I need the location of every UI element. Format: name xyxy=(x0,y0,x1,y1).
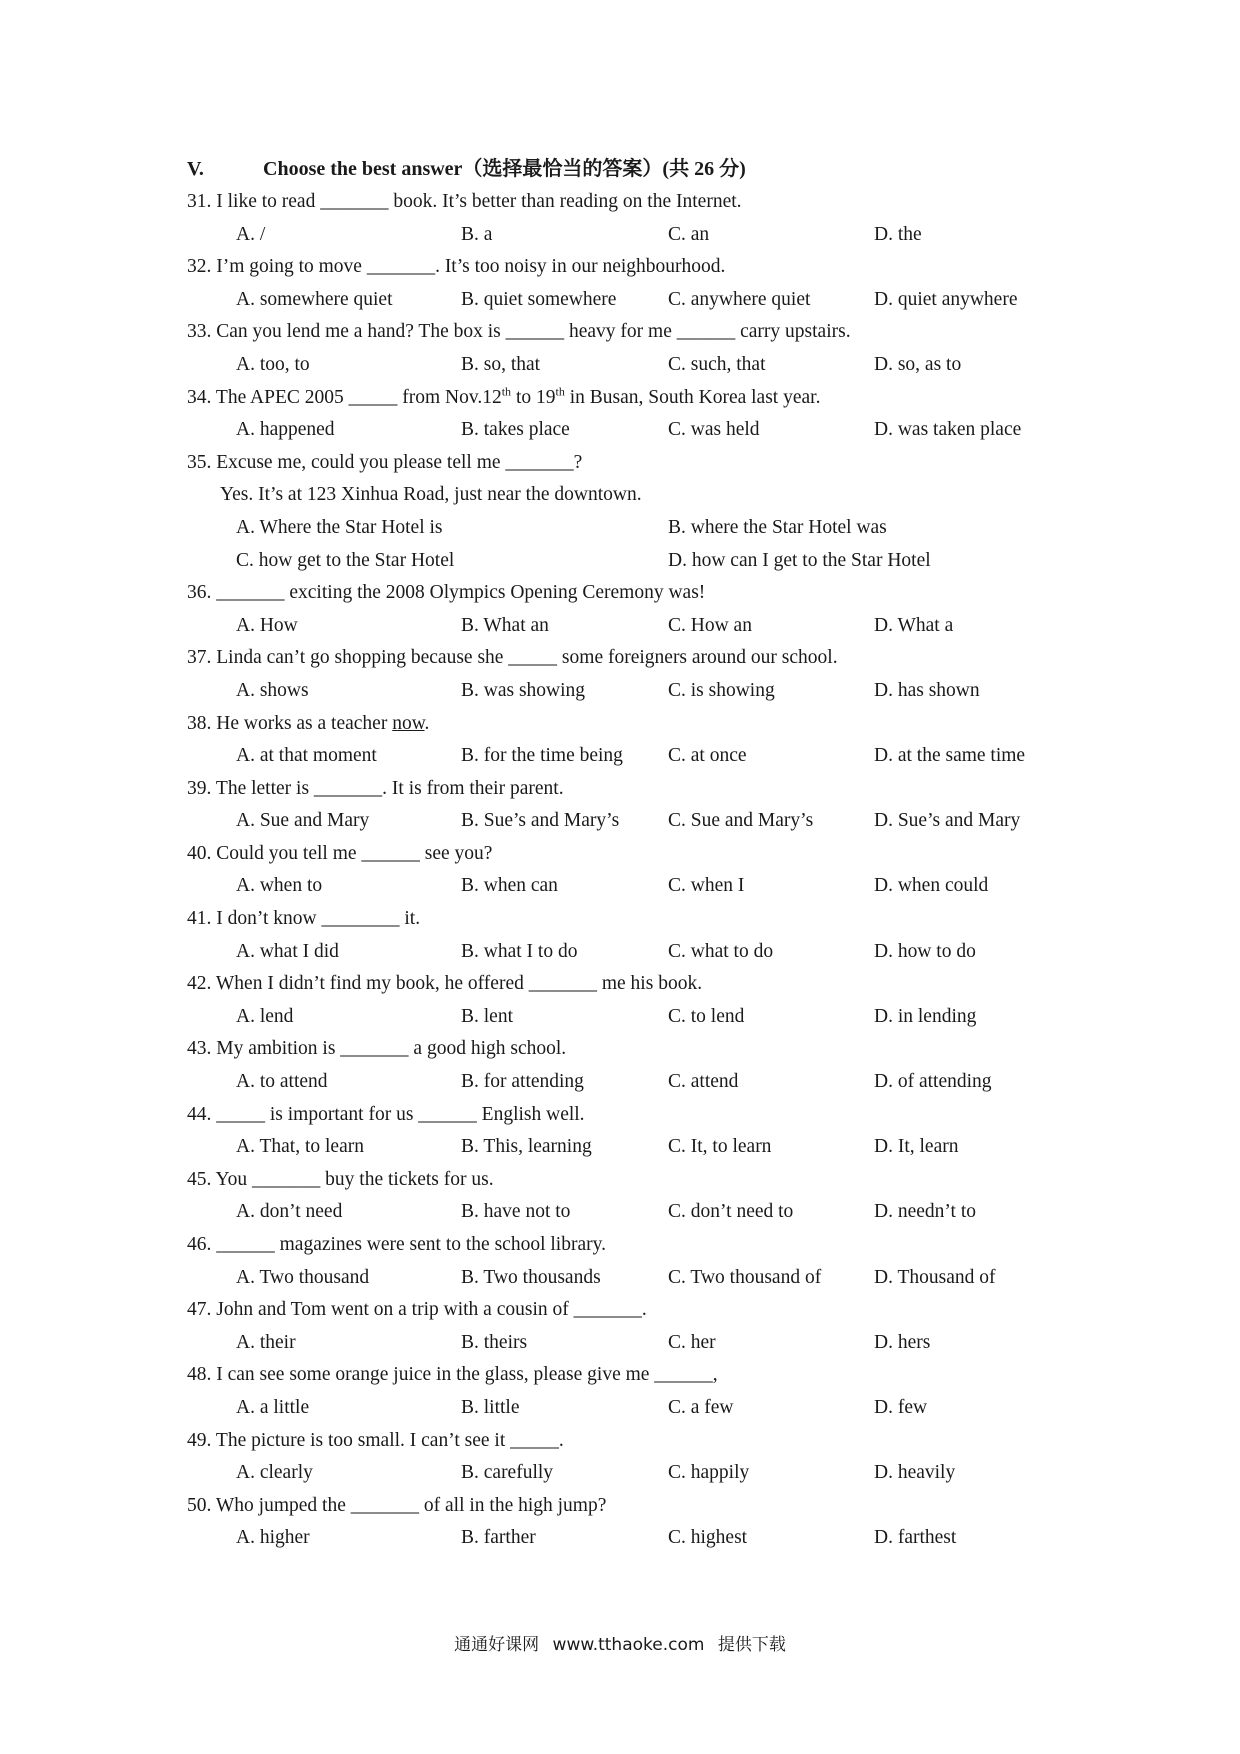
answer-option: D. the xyxy=(874,223,922,245)
answer-option: A. How xyxy=(236,614,298,636)
answer-option: D. when could xyxy=(874,875,989,897)
question-text: When I didn’t find my book, he offered _______ me his book. xyxy=(215,973,703,995)
question-number: 41. xyxy=(187,908,217,930)
question-number: 45. xyxy=(187,1168,216,1190)
answer-option: A. somewhere quiet xyxy=(236,288,393,310)
question-stem xyxy=(187,382,1087,415)
answer-option: A. their xyxy=(236,1331,296,1353)
question-number: 46. xyxy=(187,1234,217,1255)
answer-option: B. have not to xyxy=(461,1201,571,1223)
question-stem xyxy=(187,1229,1087,1262)
answer-option: A. Two thousand xyxy=(236,1266,370,1288)
answer-option: A. higher xyxy=(236,1527,310,1549)
options-row xyxy=(187,512,1087,545)
answer-option: D. heavily xyxy=(874,1462,956,1484)
question-stem xyxy=(187,1359,1087,1392)
question-number: 43. xyxy=(187,1038,217,1060)
answer-option: A. at that moment xyxy=(236,745,377,767)
question-text: _______ exciting the 2008 Olympics Opening Ceremony was! xyxy=(216,582,706,604)
options-row xyxy=(187,1001,1087,1034)
answer-option: D. It, learn xyxy=(874,1136,959,1158)
question-stem xyxy=(187,1099,1087,1132)
question-stem xyxy=(187,316,1087,349)
answer-option: B. a xyxy=(461,223,493,245)
question-text: The letter is _______. It is from their parent. xyxy=(215,777,564,799)
answer-option: A. shows xyxy=(236,679,309,701)
answer-option: C. to lend xyxy=(668,1005,745,1027)
options-row xyxy=(187,349,1087,382)
dialogue-reply: Yes. It’s at 123 Xinhua Road, just near the downtown. xyxy=(220,484,642,506)
answer-option: C. what to do xyxy=(668,940,774,962)
question-text: ______ magazines were sent to the school library. xyxy=(216,1234,606,1255)
answer-option: B. little xyxy=(461,1396,520,1418)
options-row xyxy=(187,545,1087,578)
question-number: 49. xyxy=(187,1429,216,1451)
section-heading xyxy=(187,152,746,180)
question-number: 48. xyxy=(187,1364,217,1386)
question-number: 33. xyxy=(187,321,217,343)
answer-option: B. lent xyxy=(461,1005,513,1027)
question-text: I don’t know ________ it. xyxy=(216,908,421,930)
question-item xyxy=(187,903,1087,968)
question-item xyxy=(187,838,1087,903)
question-item xyxy=(187,447,1087,577)
options-row xyxy=(187,414,1087,447)
answer-option: B. where the Star Hotel was xyxy=(668,516,887,538)
question-item xyxy=(187,1294,1087,1359)
question-stem xyxy=(187,773,1087,806)
question-stem xyxy=(187,968,1087,1001)
answer-option: A. don’t need xyxy=(236,1201,343,1223)
question-stem xyxy=(187,1294,1087,1327)
question-text: Could you tell me ______ see you? xyxy=(216,842,493,864)
answer-option: A. too, to xyxy=(236,353,310,375)
question-item xyxy=(187,1425,1087,1490)
answer-option: C. such, that xyxy=(668,353,766,375)
answer-option: C. is showing xyxy=(668,679,775,701)
answer-option: D. needn’t to xyxy=(874,1201,976,1223)
question-number: 34. xyxy=(187,386,216,408)
options-row xyxy=(187,1392,1087,1425)
footer-url: www.tthaoke.com xyxy=(552,1635,705,1655)
answer-option: B. What an xyxy=(461,614,549,636)
answer-option: D. few xyxy=(874,1396,928,1418)
answer-option: B. carefully xyxy=(461,1462,554,1484)
question-item xyxy=(187,382,1087,447)
answer-option: D. hers xyxy=(874,1331,931,1353)
options-row xyxy=(187,675,1087,708)
page-footer xyxy=(0,1630,1240,1655)
answer-option: A. to attend xyxy=(236,1071,328,1093)
question-text: My ambition is _______ a good high school. xyxy=(216,1038,567,1060)
question-stem xyxy=(187,1425,1087,1458)
options-row xyxy=(187,1522,1087,1555)
question-number: 44. xyxy=(187,1103,217,1125)
options-row xyxy=(187,1066,1087,1099)
question-item xyxy=(187,708,1087,773)
options-row xyxy=(187,1131,1087,1164)
question-stem xyxy=(187,642,1087,675)
question-text: The picture is too small. I can’t see it _____. xyxy=(215,1429,564,1451)
answer-option: A. when to xyxy=(236,875,323,897)
question-text: John and Tom went on a trip with a cousin of _______. xyxy=(216,1299,647,1321)
question-stem xyxy=(187,1164,1087,1197)
answer-option: D. at the same time xyxy=(874,745,1026,767)
answer-option: B. This, learning xyxy=(461,1136,592,1158)
superscript-text: th xyxy=(501,384,512,399)
question-number: 39. xyxy=(187,777,216,799)
answer-option: D. Sue’s and Mary xyxy=(874,810,1021,832)
question-item xyxy=(187,1490,1087,1555)
answer-option: C. happily xyxy=(668,1462,750,1484)
answer-option: D. has shown xyxy=(874,679,980,701)
answer-option: B. theirs xyxy=(461,1331,528,1353)
answer-option: A. lend xyxy=(236,1005,294,1027)
answer-option: A. a little xyxy=(236,1396,310,1418)
answer-option: C. at once xyxy=(668,745,747,767)
question-text: I like to read _______ book. It’s better than reading on the Internet. xyxy=(216,191,742,212)
question-item xyxy=(187,773,1087,838)
section-title: Choose the best answer（选择最恰当的答案）(共 26 分) xyxy=(263,158,746,180)
question-number: 31. xyxy=(187,191,217,212)
question-number: 36. xyxy=(187,582,217,604)
answer-option: A. what I did xyxy=(236,940,339,962)
options-row xyxy=(187,870,1087,903)
question-item xyxy=(187,1033,1087,1098)
footer-site-name: 通通好课网 xyxy=(454,1635,540,1655)
question-text: _____ is important for us ______ English well. xyxy=(216,1103,585,1125)
underlined-word: now xyxy=(392,712,425,734)
question-stem xyxy=(187,838,1087,871)
answer-option: B. when can xyxy=(461,875,558,897)
question-item xyxy=(187,1099,1087,1164)
answer-option: C. Two thousand of xyxy=(668,1266,822,1288)
options-row xyxy=(187,1457,1087,1490)
answer-option: C. attend xyxy=(668,1071,739,1093)
question-item xyxy=(187,1359,1087,1424)
answer-option: A. clearly xyxy=(236,1462,313,1484)
question-stem xyxy=(187,903,1087,936)
answer-option: A. Where the Star Hotel is xyxy=(236,516,443,538)
answer-option: C. How an xyxy=(668,614,752,636)
answer-option: A. / xyxy=(236,223,266,245)
options-row xyxy=(187,1262,1087,1295)
answer-option: C. It, to learn xyxy=(668,1136,772,1158)
answer-option: D. in lending xyxy=(874,1005,977,1027)
section-number: V. xyxy=(187,158,204,180)
question-number: 37. xyxy=(187,647,217,669)
answer-option: B. for attending xyxy=(461,1071,584,1093)
question-text: He works as a teacher xyxy=(216,712,393,734)
answer-option: A. happened xyxy=(236,419,335,441)
answer-option: D. of attending xyxy=(874,1071,992,1093)
superscript-text: th xyxy=(555,384,565,399)
question-stem xyxy=(187,577,1087,610)
question-text: Can you lend me a hand? The box is ______ heavy for me ______ carry upstairs. xyxy=(216,321,851,343)
question-stem xyxy=(187,251,1087,284)
options-row xyxy=(187,740,1087,773)
question-number: 35. xyxy=(187,451,217,473)
answer-option: D. how to do xyxy=(874,940,976,962)
answer-option: C. when I xyxy=(668,875,745,897)
answer-option: D. so, as to xyxy=(874,353,962,375)
question-text: I’m going to move _______. It’s too noisy in our neighbourhood. xyxy=(216,256,726,278)
question-text: You _______ buy the tickets for us. xyxy=(215,1168,494,1190)
answer-option: D. farthest xyxy=(874,1527,957,1549)
answer-option: B. Sue’s and Mary’s xyxy=(461,810,620,832)
options-row xyxy=(187,936,1087,969)
options-row xyxy=(187,1327,1087,1360)
question-stem xyxy=(187,1490,1087,1523)
question-text: Linda can’t go shopping because she _____ some foreigners around our school. xyxy=(216,647,838,669)
question-text: . xyxy=(424,712,430,734)
question-stem xyxy=(187,186,1087,219)
answer-option: D. Thousand of xyxy=(874,1266,996,1288)
answer-option: C. was held xyxy=(668,419,760,441)
question-stem xyxy=(187,708,1087,741)
question-text: The APEC 2005 _____ from Nov.12 xyxy=(215,386,502,408)
answer-option: B. farther xyxy=(461,1527,536,1549)
question-item xyxy=(187,577,1087,642)
answer-option: B. Two thousands xyxy=(461,1266,601,1288)
answer-option: C. Sue and Mary’s xyxy=(668,810,814,832)
question-text: Who jumped the _______ of all in the high jump? xyxy=(215,1494,607,1516)
answer-option: B. was showing xyxy=(461,679,586,701)
question-item xyxy=(187,642,1087,707)
answer-option: B. for the time being xyxy=(461,745,623,767)
answer-option: C. anywhere quiet xyxy=(668,288,811,310)
question-text: to 19 xyxy=(511,386,556,408)
answer-option: B. quiet somewhere xyxy=(461,288,617,310)
options-row xyxy=(187,610,1087,643)
answer-option: C. her xyxy=(668,1331,716,1353)
question-text: I can see some orange juice in the glass, please give me ______, xyxy=(216,1364,718,1386)
options-row xyxy=(187,284,1087,317)
question-text: Excuse me, could you please tell me _______? xyxy=(216,451,583,473)
answer-option: C. an xyxy=(668,223,710,245)
options-row xyxy=(187,219,1087,252)
question-item xyxy=(187,1229,1087,1294)
question-item xyxy=(187,1164,1087,1229)
options-row xyxy=(187,1196,1087,1229)
answer-option: A. Sue and Mary xyxy=(236,810,370,832)
question-item xyxy=(187,316,1087,381)
answer-option: D. quiet anywhere xyxy=(874,288,1018,310)
question-stem xyxy=(187,447,1087,480)
answer-option: B. takes place xyxy=(461,419,570,441)
question-number: 40. xyxy=(187,842,217,864)
answer-option: C. how get to the Star Hotel xyxy=(236,549,455,571)
answer-option: B. what I to do xyxy=(461,940,578,962)
question-stem xyxy=(187,1033,1087,1066)
answer-option: D. What a xyxy=(874,614,954,636)
answer-option: B. so, that xyxy=(461,353,541,375)
answer-option: A. That, to learn xyxy=(236,1136,364,1158)
answer-option: C. a few xyxy=(668,1396,734,1418)
answer-option: D. was taken place xyxy=(874,419,1022,441)
question-item xyxy=(187,251,1087,316)
options-row xyxy=(187,805,1087,838)
question-number: 38. xyxy=(187,712,217,734)
question-text: in Busan, South Korea last year. xyxy=(564,386,821,408)
question-number: 42. xyxy=(187,973,216,995)
answer-option: C. don’t need to xyxy=(668,1201,794,1223)
question-list xyxy=(187,186,1087,1555)
question-number: 47. xyxy=(187,1299,217,1321)
question-item xyxy=(187,968,1087,1033)
question-item xyxy=(187,186,1087,251)
answer-option: C. highest xyxy=(668,1527,748,1549)
footer-note: 提供下载 xyxy=(717,1635,786,1655)
question-number: 32. xyxy=(187,256,217,278)
question-number: 50. xyxy=(187,1494,216,1516)
answer-option: D. how can I get to the Star Hotel xyxy=(668,549,931,571)
